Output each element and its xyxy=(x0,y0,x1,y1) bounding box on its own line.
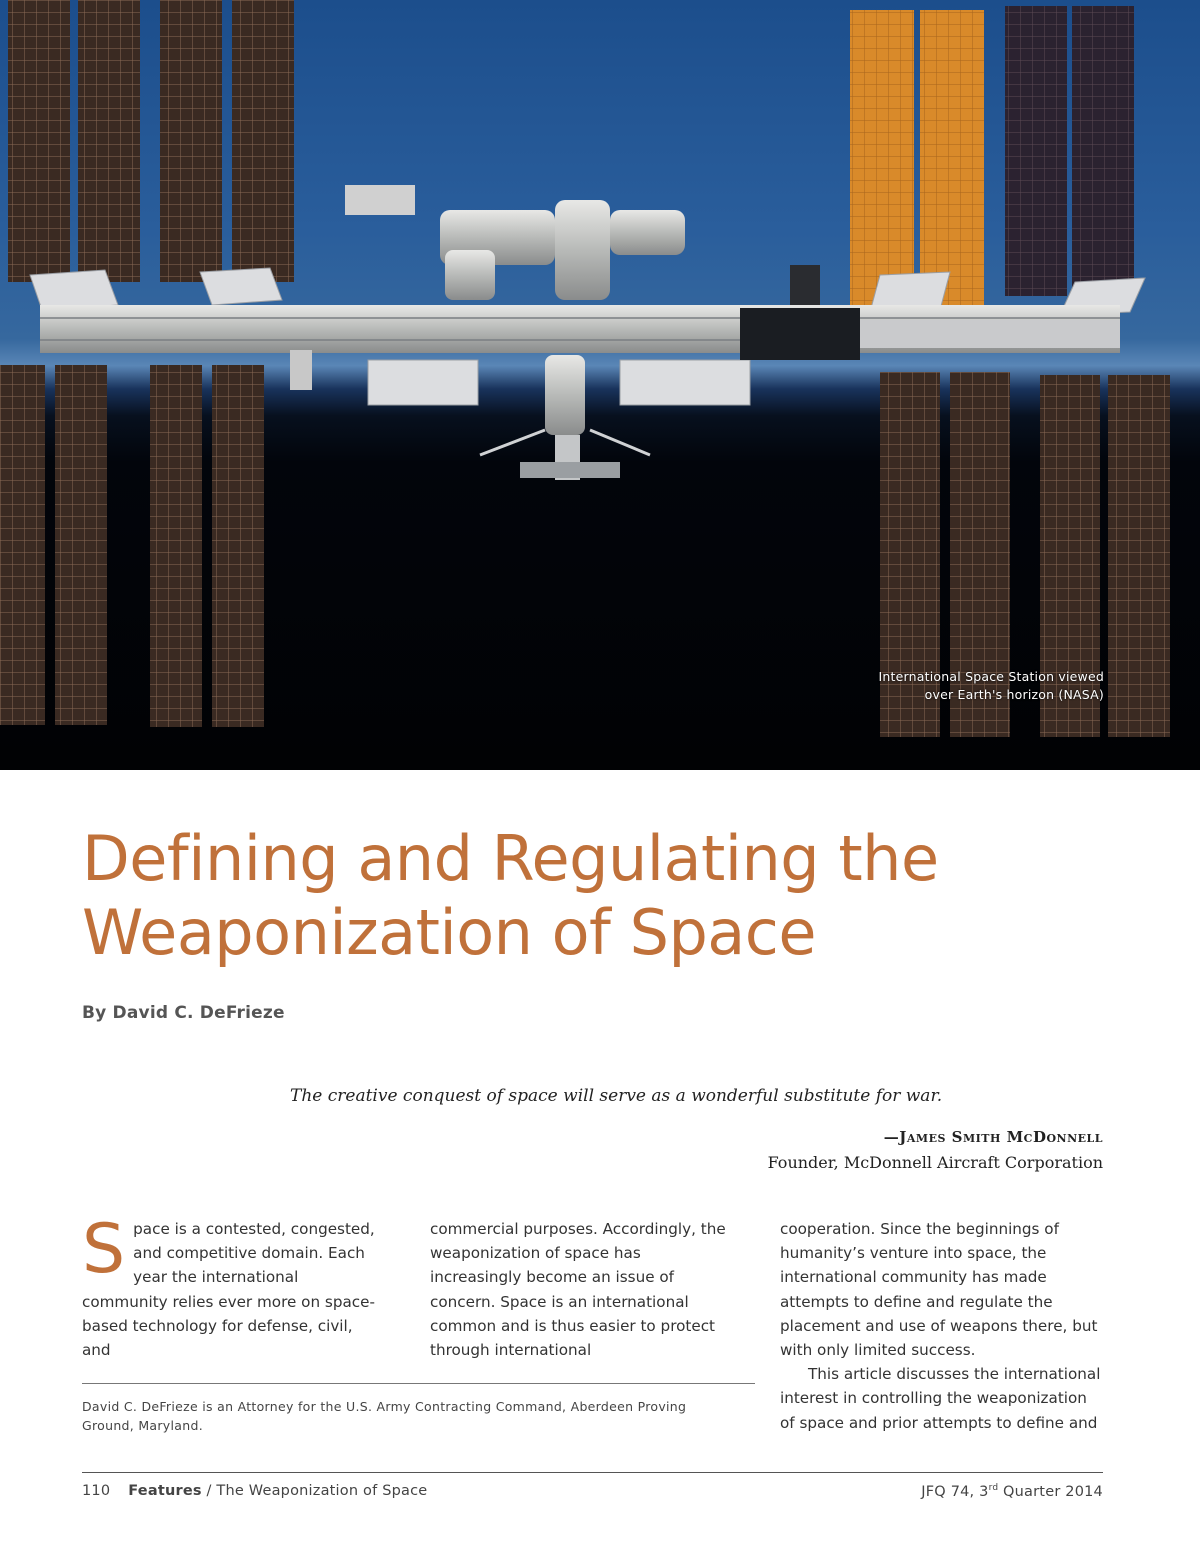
epigraph-attribution xyxy=(768,1124,1103,1176)
column-3-paragraph-2: This article discusses the international interest in controlling the weaponization of space and prior attempts to define and xyxy=(780,1365,1101,1432)
author-note-divider xyxy=(82,1383,755,1384)
column-2-text: commercial purposes. Accordingly, the weaponization of space has increasingly become an issue of concern. Space is an international common and is thus easier to protect through international xyxy=(430,1220,726,1360)
photo-caption-line1: International Space Station viewed xyxy=(878,669,1104,684)
footer-running-head xyxy=(82,1483,427,1499)
epigraph-quote: The creative conquest of space will serve as a wonderful substitute for war. xyxy=(290,1086,943,1106)
body-column-3 xyxy=(780,1217,1102,1435)
photo-caption-line2: over Earth's horizon (NASA) xyxy=(924,687,1104,702)
body-column-1 xyxy=(82,1210,382,1362)
photo-caption xyxy=(774,668,1104,704)
column-1-text: pace is a contested, congested, and competitive domain. Each year the international community relies ever more on space-based technology for defense, civil, and xyxy=(82,1220,375,1360)
running-title: The Weaponization of Space xyxy=(216,1483,428,1499)
byline: By David C. DeFrieze xyxy=(82,1003,285,1023)
article-title-line1: Defining and Regulating the xyxy=(82,822,939,895)
footer-separator: / xyxy=(201,1483,217,1499)
space-station-illustration xyxy=(0,0,1200,770)
author-note: David C. DeFrieze is an Attorney for the U.S. Army Contracting Command, Aberdeen Proving Ground, Maryland. xyxy=(82,1399,687,1433)
article-title xyxy=(82,822,1082,970)
issue-superscript: rd xyxy=(988,1483,999,1493)
section-name: Features xyxy=(128,1483,202,1499)
hero-photo xyxy=(0,0,1200,770)
epigraph-author: —James Smith McDonnell xyxy=(883,1128,1103,1146)
issue-suffix: Quarter 2014 xyxy=(998,1483,1103,1500)
article-title-line2: Weaponization of Space xyxy=(82,896,817,969)
issue-prefix: JFQ 74, 3 xyxy=(921,1483,989,1500)
column-3-paragraph-1: cooperation. Since the beginnings of humanity’s venture into space, the international community has made attempts to define and regulate the placement and use of weapons there, but with only limited success. xyxy=(780,1220,1098,1360)
issue-info xyxy=(921,1483,1103,1500)
body-column-2 xyxy=(430,1217,730,1362)
drop-cap: S xyxy=(82,1210,126,1289)
footer-divider xyxy=(82,1472,1103,1473)
page-number: 110 xyxy=(82,1483,111,1499)
body-paragraph-1 xyxy=(82,1210,382,1362)
epigraph-role: Founder, McDonnell Aircraft Corporation xyxy=(767,1153,1103,1172)
main-truss xyxy=(40,305,1120,360)
